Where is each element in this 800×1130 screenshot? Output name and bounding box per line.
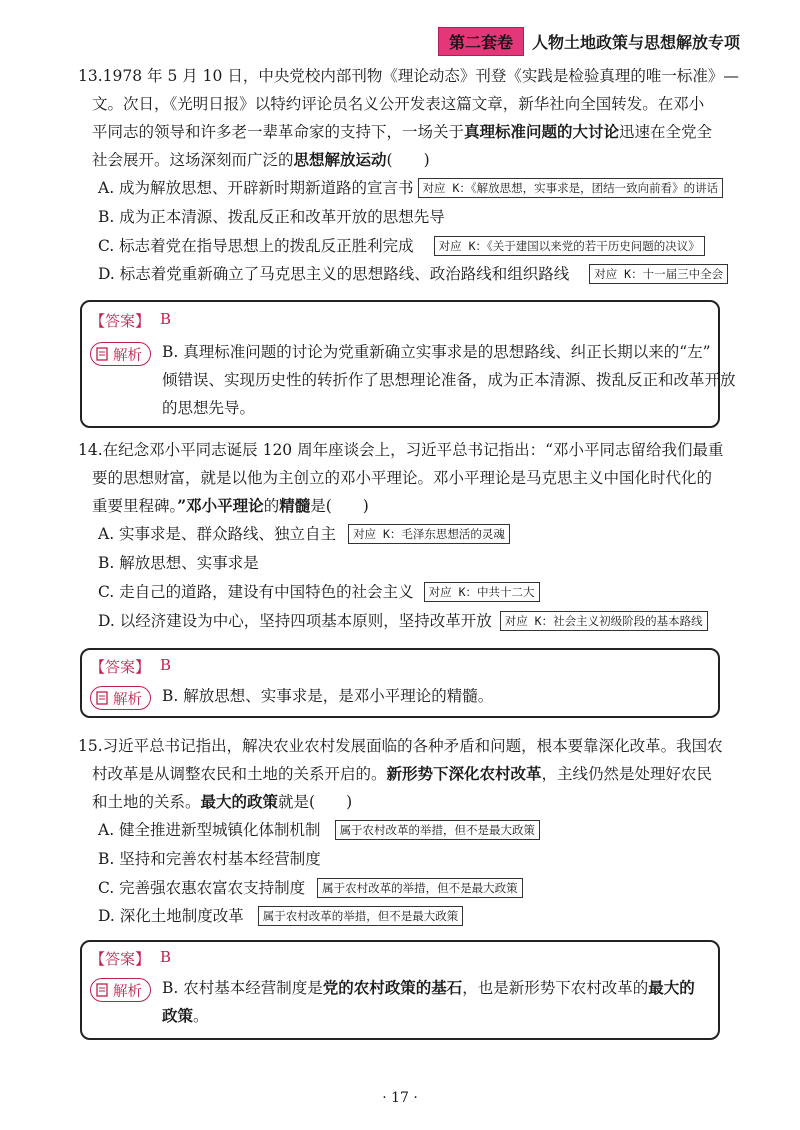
page-header [438, 28, 740, 54]
option-b[interactable] [98, 203, 445, 231]
notepad-icon [95, 691, 109, 705]
answer-value: B [160, 310, 172, 328]
analysis-text [162, 682, 702, 710]
analysis-line: ，也是新形势下农村改革的 [462, 979, 649, 997]
option-c[interactable] [98, 578, 540, 606]
note-box: 对应 K：十一届三中全会 [589, 264, 728, 284]
option-c[interactable] [98, 232, 705, 260]
question-blank: ( ) [386, 151, 430, 169]
question-13 [78, 62, 739, 174]
header-title: 人物土地政策与思想解放专项 [531, 32, 740, 52]
analysis-line: 。 [193, 1007, 209, 1025]
question-text: 习近平总书记指出，解决农业农村发展面临的各种矛盾和问题，根本要靠深化改革。我国农 [102, 737, 723, 755]
question-text: 社会展开。这场深刻而广泛的 [92, 151, 294, 169]
answer-value: B [160, 948, 172, 966]
answer-label: 【答案】 [90, 658, 151, 676]
answer-box [80, 648, 720, 718]
question-text: ，主线仍然是处理好农民 [541, 765, 713, 783]
option-text: C. 标志着党在指导思想上的拨乱反正胜利完成 [98, 237, 414, 255]
question-text: 在纪念邓小平同志诞辰 120 周年座谈会上，习近平总书记指出：“邓小平同志留给我们最重 [102, 441, 724, 459]
analysis-badge [90, 978, 151, 1002]
option-b[interactable] [98, 845, 321, 873]
option-d[interactable] [98, 902, 463, 930]
notepad-icon [95, 347, 109, 361]
option-d[interactable] [98, 607, 708, 635]
option-text: A. 健全推进新型城镇化体制机制 [98, 821, 321, 839]
question-15 [78, 732, 723, 816]
option-c[interactable] [98, 874, 523, 902]
option-b[interactable] [98, 549, 259, 577]
option-text: A. 实事求是、群众路线、独立自主 [98, 525, 337, 543]
question-text: 重要里程碑。 [92, 497, 178, 515]
analysis-line: B. 农村基本经营制度是 [162, 979, 323, 997]
note-box: 对应 K：社会主义初级阶段的基本路线 [500, 611, 708, 631]
question-text: 文。次日，《光明日报》以特约评论员名义公开发表这篇文章，新华社向全国转发。在邓小 [92, 95, 705, 113]
bold-phrase: 最大的政策 [200, 792, 279, 811]
question-text: 村改革是从调整农民和土地的关系开启的。 [92, 765, 387, 783]
option-text: D. 标志着党重新确立了马克思主义的思想路线、政治路线和组织路线 [98, 265, 570, 283]
page-number: · 17 · [382, 1090, 418, 1106]
question-blank: 是( ) [310, 497, 369, 515]
option-text: C. 完善强农惠农富农支持制度 [98, 879, 306, 897]
note-box: 属于农村改革的举措，但不是最大政策 [317, 878, 523, 898]
bold-phrase: ”邓小平理论 [177, 496, 264, 515]
option-a[interactable] [98, 816, 540, 844]
answer-box [80, 940, 720, 1040]
note-box: 对应 K：《解放思想，实事求是，团结一致向前看》的讲话 [418, 178, 724, 198]
option-text: D. 以经济建设为中心，坚持四项基本原则，坚持改革开放 [98, 612, 492, 630]
analysis-label: 解析 [113, 347, 142, 364]
analysis-line: B. 真理标准问题的讨论为党重新确立实事求是的思想路线、纠正长期以来的“左” [162, 343, 711, 361]
question-number: 14. [78, 441, 103, 459]
bold-phrase: 最大的 [648, 978, 695, 997]
analysis-text [162, 974, 702, 1030]
bold-phrase: 精髓 [279, 496, 311, 515]
question-text: 迅速在全党全 [619, 123, 713, 141]
analysis-label: 解析 [113, 983, 142, 1000]
analysis-label: 解析 [113, 691, 142, 708]
option-d[interactable] [98, 260, 728, 288]
bold-phrase: 政策 [162, 1006, 194, 1025]
question-text: 和土地的关系。 [92, 793, 201, 811]
question-text: 1978 年 5 月 10 日，中央党校内部刊物《理论动态》刊登《实践是检验真理的唯一标准》— [102, 67, 739, 85]
answer-label: 【答案】 [90, 950, 151, 968]
note-box: 属于农村改革的举措，但不是最大政策 [258, 906, 464, 926]
section-tag: 第二套卷 [438, 27, 524, 56]
bold-phrase: 思想解放运动 [293, 150, 387, 169]
analysis-line: 的思想先导。 [162, 399, 256, 417]
answer-box [80, 300, 736, 428]
bold-phrase: 新形势下深化农村改革 [386, 764, 542, 783]
question-14 [78, 436, 724, 520]
answer-value: B [160, 656, 172, 674]
option-a[interactable] [98, 520, 510, 548]
option-text: B. 解放思想、实事求是 [98, 554, 259, 572]
analysis-text [162, 338, 736, 422]
answer-label: 【答案】 [90, 312, 151, 330]
bold-phrase: 党的农村政策的基石 [322, 978, 463, 997]
question-text: 要的思想财富，就是以他为主创立的邓小平理论。邓小平理论是马克思主义中国化时代化的 [92, 469, 713, 487]
option-text: B. 成为正本清源、拨乱反正和改革开放的思想先导 [98, 208, 445, 226]
note-box: 属于农村改革的举措，但不是最大政策 [335, 820, 541, 840]
note-box: 对应 K：毛泽东思想活的灵魂 [348, 524, 510, 544]
option-text: C. 走自己的道路，建设有中国特色的社会主义 [98, 583, 414, 601]
question-number: 15. [78, 737, 103, 755]
question-text: 平同志的领导和许多老一辈革命家的支持下，一场关于 [92, 123, 465, 141]
question-text: 的 [263, 497, 280, 515]
option-text: D. 深化土地制度改革 [98, 907, 244, 925]
analysis-line: 倾错误、实现历史性的转折作了思想理论准备，成为正本清源、拨乱反正和改革开放 [162, 371, 736, 389]
option-text: B. 坚持和完善农村基本经营制度 [98, 850, 321, 868]
analysis-badge [90, 342, 151, 366]
option-text: A. 成为解放思想、开辟新时期新道路的宣言书 [98, 179, 414, 197]
analysis-badge [90, 686, 151, 710]
note-box: 对应 K：《关于建国以来党的若干历史问题的决议》 [434, 236, 705, 256]
question-number: 13. [78, 67, 103, 85]
question-blank: 就是( ) [278, 793, 353, 811]
notepad-icon [95, 983, 109, 997]
bold-phrase: 真理标准问题的大讨论 [464, 122, 620, 141]
option-a[interactable] [98, 174, 723, 202]
analysis-line: B. 解放思想、实事求是，是邓小平理论的精髓。 [162, 687, 494, 705]
note-box: 对应 K：中共十二大 [424, 582, 540, 602]
